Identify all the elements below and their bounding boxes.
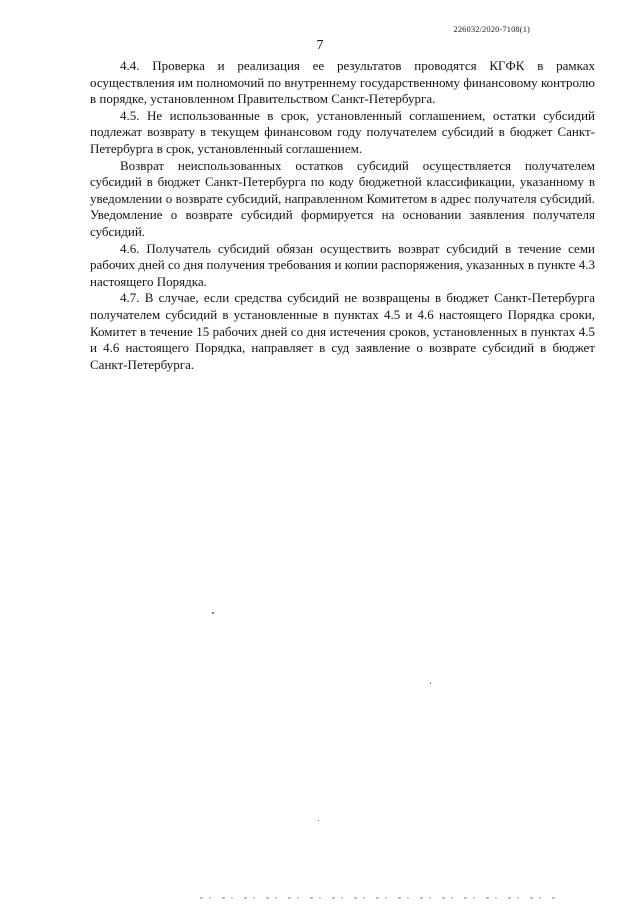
- document-body: [90, 58, 595, 373]
- scan-speck: [318, 820, 319, 821]
- paragraph-4-7: 4.7. В случае, если средства субсидий не возвращены в бюджет Санкт-Петербурга получателем субсидий в установленные в пунктах 4.5 и 4.6 настоящего Порядка сроки, Комитет в течение 15 рабочих дней со дня истечения сроков, установленных в пунктах 4.5 и 4.6 настоящего Порядка, направляет в суд заявление о возврате субсидий в бюджет Санкт-Петербурга.: [90, 290, 595, 372]
- scan-speck: [430, 682, 431, 684]
- document-id: 226032/2020-7108(1): [453, 24, 530, 34]
- paragraph-4-6: 4.6. Получатель субсидий обязан осуществить возврат субсидий в течение семи рабочих дней со дня получения требования и копии распоряжения, указанных в пункте 4.3 настоящего Порядка.: [90, 240, 595, 289]
- paragraph-4-5: 4.5. Не использованные в срок, установленный соглашением, остатки субсидий подлежат возврату в текущем финансовом году получателем субсидий в бюджет Санкт-Петербурга в срок, установленный соглашением.: [90, 107, 595, 156]
- page-number: 7: [316, 38, 324, 53]
- paragraph-refund-procedure: Возврат неиспользованных остатков субсидий осуществляется получателем субсидий в бюджет Санкт-Петербурга по коду бюджетной классификации, указанному в уведомлении о возврате субсидий, направленном Комитетом в адрес получателя субсидий. Уведомление о возврате субсидий формируется на основании заявления получателя субсидий.: [90, 157, 595, 239]
- scan-noise-line: [200, 897, 560, 899]
- scan-speck: [212, 612, 214, 614]
- paragraph-4-4: 4.4. Проверка и реализация ее результатов проводятся КГФК в рамках осуществления им полномочий по внутреннему государственному финансовому контролю в порядке, установленном Правительством Санкт-Петербурга.: [90, 58, 595, 107]
